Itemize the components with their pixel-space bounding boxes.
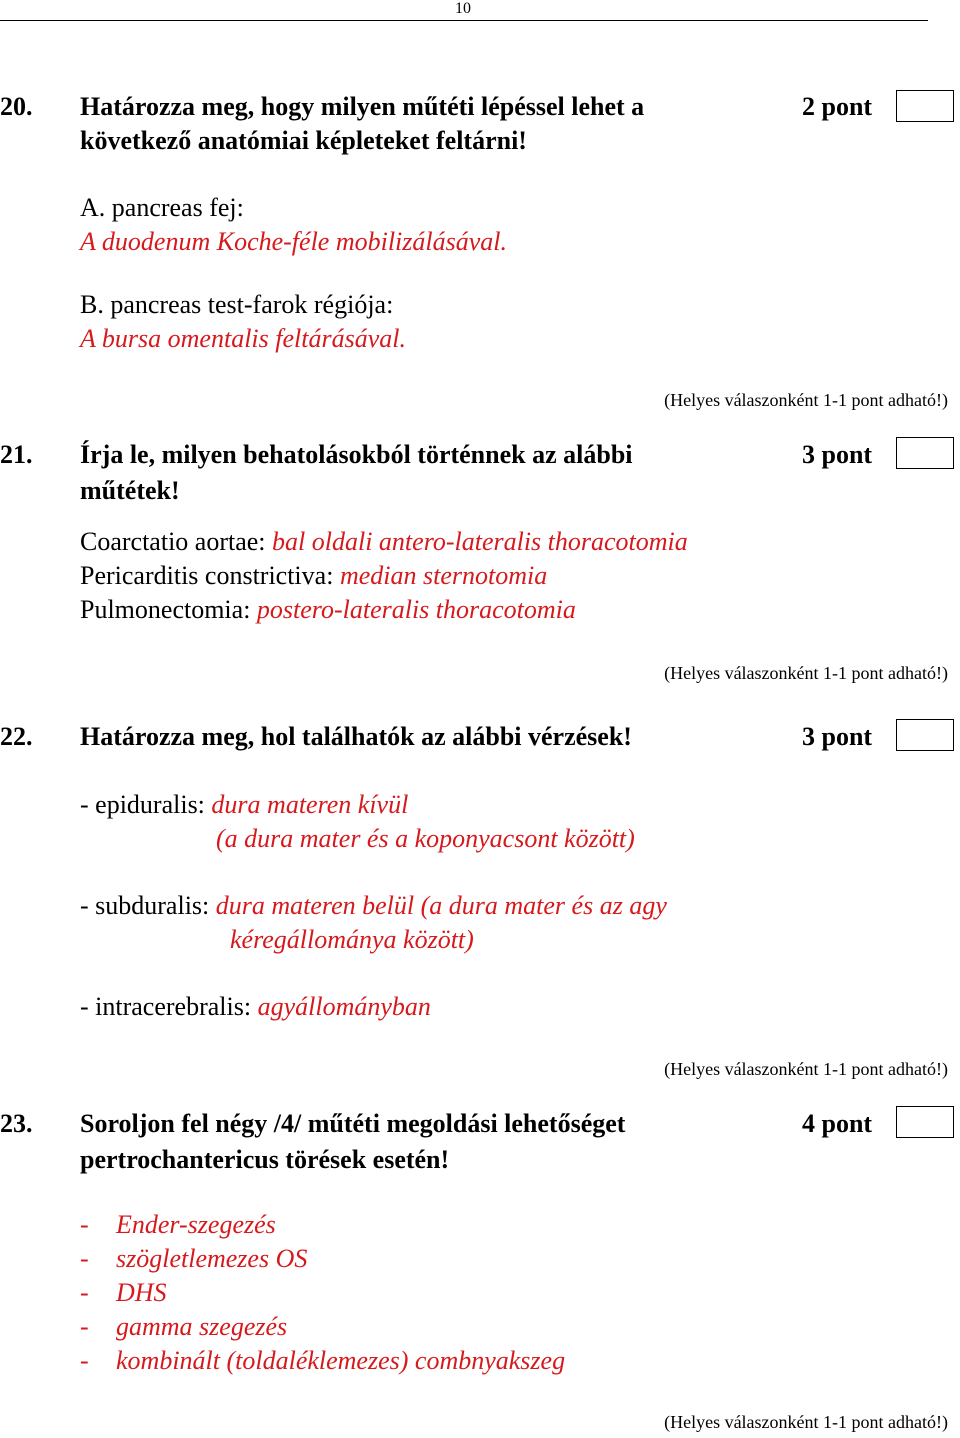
question-23-points: 4 pont bbox=[802, 1109, 873, 1138]
q21-item-1-answer: bal oldali antero-lateralis thoracotomia bbox=[272, 527, 688, 556]
q22-item-3-label: - intracerebralis: bbox=[80, 992, 258, 1021]
q22-item-1-answer: dura materen kívül bbox=[211, 790, 409, 819]
question-20-points: 2 pont bbox=[802, 92, 873, 121]
q21-item-2-answer: median sternotomia bbox=[339, 561, 548, 590]
q23-item-2-dash: - bbox=[80, 1244, 89, 1273]
q20-item-b-answer: A bursa omentalis feltárásával. bbox=[80, 324, 406, 353]
q22-item-1 bbox=[80, 790, 408, 820]
q23-item-4-answer: gamma szegezés bbox=[116, 1312, 288, 1341]
q23-item-1-dash: - bbox=[80, 1210, 89, 1239]
q22-item-2-label: - subduralis: bbox=[80, 891, 216, 920]
q23-note: (Helyes válaszonként 1-1 pont adható!) bbox=[664, 1412, 948, 1432]
q21-item-3-label: Pulmonectomia: bbox=[80, 595, 257, 624]
question-20-number: 20. bbox=[0, 92, 33, 121]
q22-item-2-answer-cont: kéregállománya között) bbox=[230, 925, 474, 954]
q21-item-1-label: Coarctatio aortae: bbox=[80, 527, 273, 556]
q23-item-3-answer: DHS bbox=[116, 1278, 167, 1307]
q22-item-2-answer: dura materen belül (a dura mater és az agy bbox=[215, 891, 667, 920]
question-22-score-box[interactable] bbox=[896, 719, 954, 751]
q21-item-3 bbox=[80, 595, 576, 625]
q23-item-4-dash: - bbox=[80, 1312, 89, 1341]
q22-item-3 bbox=[80, 992, 431, 1022]
header-rule bbox=[0, 20, 928, 21]
q23-item-5-answer: kombinált (toldaléklemezes) combnyakszeg bbox=[116, 1346, 566, 1375]
q21-item-2-label: Pericarditis constrictiva: bbox=[80, 561, 340, 590]
question-22-number: 22. bbox=[0, 722, 33, 751]
q21-item-1 bbox=[80, 527, 688, 557]
q21-item-3-answer: postero-lateralis thoracotomia bbox=[256, 595, 576, 624]
q20-item-b-label: B. pancreas test-farok régiója: bbox=[80, 290, 394, 319]
question-20-text-line1: Határozza meg, hogy milyen műtéti lépéssel lehet a bbox=[80, 92, 645, 121]
q23-item-2-answer: szögletlemezes OS bbox=[116, 1244, 308, 1273]
question-22-text-line1: Határozza meg, hol találhatók az alábbi vérzések! bbox=[80, 722, 632, 751]
question-21-text-line2: műtétek! bbox=[80, 476, 180, 505]
question-21-number: 21. bbox=[0, 440, 33, 469]
q20-item-a-answer: A duodenum Koche-féle mobilizálásával. bbox=[80, 227, 508, 256]
q22-item-1-label: - epiduralis: bbox=[80, 790, 212, 819]
q21-item-2 bbox=[80, 561, 547, 591]
question-23-number: 23. bbox=[0, 1109, 33, 1138]
q23-item-5-dash: - bbox=[80, 1346, 89, 1375]
q20-note: (Helyes válaszonként 1-1 pont adható!) bbox=[664, 390, 948, 410]
question-20-text-line2: következő anatómiai képleteket feltárni! bbox=[80, 126, 527, 155]
q22-item-1-answer-cont: (a dura mater és a koponyacsont között) bbox=[216, 824, 635, 853]
q22-note: (Helyes válaszonként 1-1 pont adható!) bbox=[664, 1059, 948, 1079]
page-number: 10 bbox=[455, 0, 471, 17]
q22-item-3-answer: agyállományban bbox=[257, 992, 431, 1021]
q23-item-1-answer: Ender-szegezés bbox=[116, 1210, 276, 1239]
q22-item-2 bbox=[80, 891, 667, 921]
question-21-text-line1: Írja le, milyen behatolásokból történnek az alábbi bbox=[80, 440, 633, 469]
question-23-text-line2: pertrochantericus törések esetén! bbox=[80, 1145, 450, 1174]
question-23-text-line1: Soroljon fel négy /4/ műtéti megoldási lehetőséget bbox=[80, 1109, 626, 1138]
q20-item-a-label: A. pancreas fej: bbox=[80, 193, 244, 222]
question-23-score-box[interactable] bbox=[896, 1106, 954, 1138]
question-22-points: 3 pont bbox=[802, 722, 873, 751]
question-21-score-box[interactable] bbox=[896, 437, 954, 469]
q23-item-3-dash: - bbox=[80, 1278, 89, 1307]
q21-note: (Helyes válaszonként 1-1 pont adható!) bbox=[664, 663, 948, 683]
question-21-points: 3 pont bbox=[802, 440, 873, 469]
question-20-score-box[interactable] bbox=[896, 90, 954, 122]
